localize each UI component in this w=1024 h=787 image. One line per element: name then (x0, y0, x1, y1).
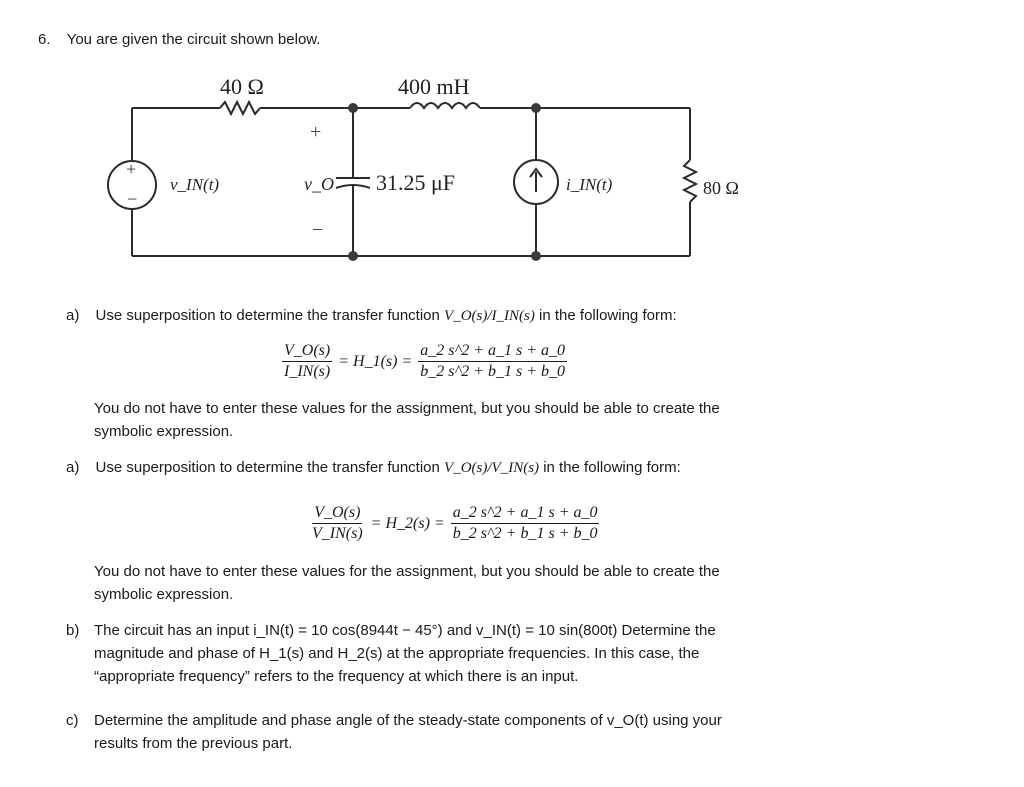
vin-plus: + (126, 159, 137, 179)
part-text: Determine the amplitude and phase angle of the steady-state components of v_O(t) using your results from the previous part. (94, 712, 722, 752)
resistor1-label: 40 Ω (220, 74, 264, 99)
part-label: b) (66, 622, 80, 639)
part-text: The circuit has an input i_IN(t) = 10 cos(8944t − 45°) and v_IN(t) = 10 sin(800t) Determine the magnitude and phase of H_1(s) and H_2(s) at the appropriate frequencies. In this case, the “appropriate frequency” refers to the frequency at which there is an input. (94, 622, 716, 685)
transfer-function: V_O(s)/V_IN(s) (444, 460, 540, 476)
lhs-numerator: V_O(s) (312, 504, 362, 524)
transfer-function: V_O(s)/I_IN(s) (444, 308, 535, 324)
vin-minus: − (127, 189, 138, 209)
part-a1-note: You do not have to enter these values for the assignment, but you should be able to create the symbolic expression. (94, 400, 720, 440)
vo-plus: + (310, 121, 322, 143)
part-label: c) (66, 712, 79, 729)
vo-minus: − (312, 219, 324, 241)
part-b (66, 619, 966, 688)
part-a1 (66, 304, 966, 328)
problem-intro: You are given the circuit shown below. (66, 31, 321, 48)
lhs-denominator: I_IN(s) (284, 363, 331, 380)
rhs-denominator: b_2 s^2 + b_1 s + b_0 (420, 363, 566, 380)
rhs-denominator: b_2 s^2 + b_1 s + b_0 (452, 525, 598, 542)
iin-label: i_IN(t) (566, 175, 613, 194)
part-text: in the following form: (539, 459, 681, 476)
lhs-numerator: V_O(s) (282, 342, 332, 362)
equation-h1 (282, 342, 567, 381)
lhs-denominator: V_IN(s) (312, 525, 363, 542)
rhs-numerator: a_2 s^2 + a_1 s + a_0 (451, 504, 600, 524)
part-text: Use superposition to determine the transfer function (95, 459, 445, 476)
equation-mid: = H_1(s) = (338, 352, 413, 370)
problem-header (38, 28, 320, 51)
part-text: in the following form: (534, 307, 677, 324)
capacitor-label: 31.25 μF (376, 170, 456, 195)
rhs-numerator: a_2 s^2 + a_1 s + a_0 (418, 342, 567, 362)
inductor-label: 400 mH (398, 74, 470, 99)
equation-h2 (310, 504, 599, 543)
vo-label: v_O (304, 174, 334, 194)
part-a2 (66, 456, 966, 480)
part-label: a) (66, 459, 80, 476)
vin-label: v_IN(t) (170, 175, 220, 194)
part-c (66, 709, 966, 755)
equation-mid: = H_2(s) = (370, 514, 445, 532)
part-text: Use superposition to determine the transfer function (95, 307, 445, 324)
part-a2-note: You do not have to enter these values for the assignment, but you should be able to create the symbolic expression. (94, 563, 720, 603)
problem-number: 6. (38, 31, 51, 48)
part-label: a) (66, 307, 80, 324)
circuit-diagram (100, 60, 750, 280)
resistor2-label: 80 Ω (703, 178, 739, 198)
